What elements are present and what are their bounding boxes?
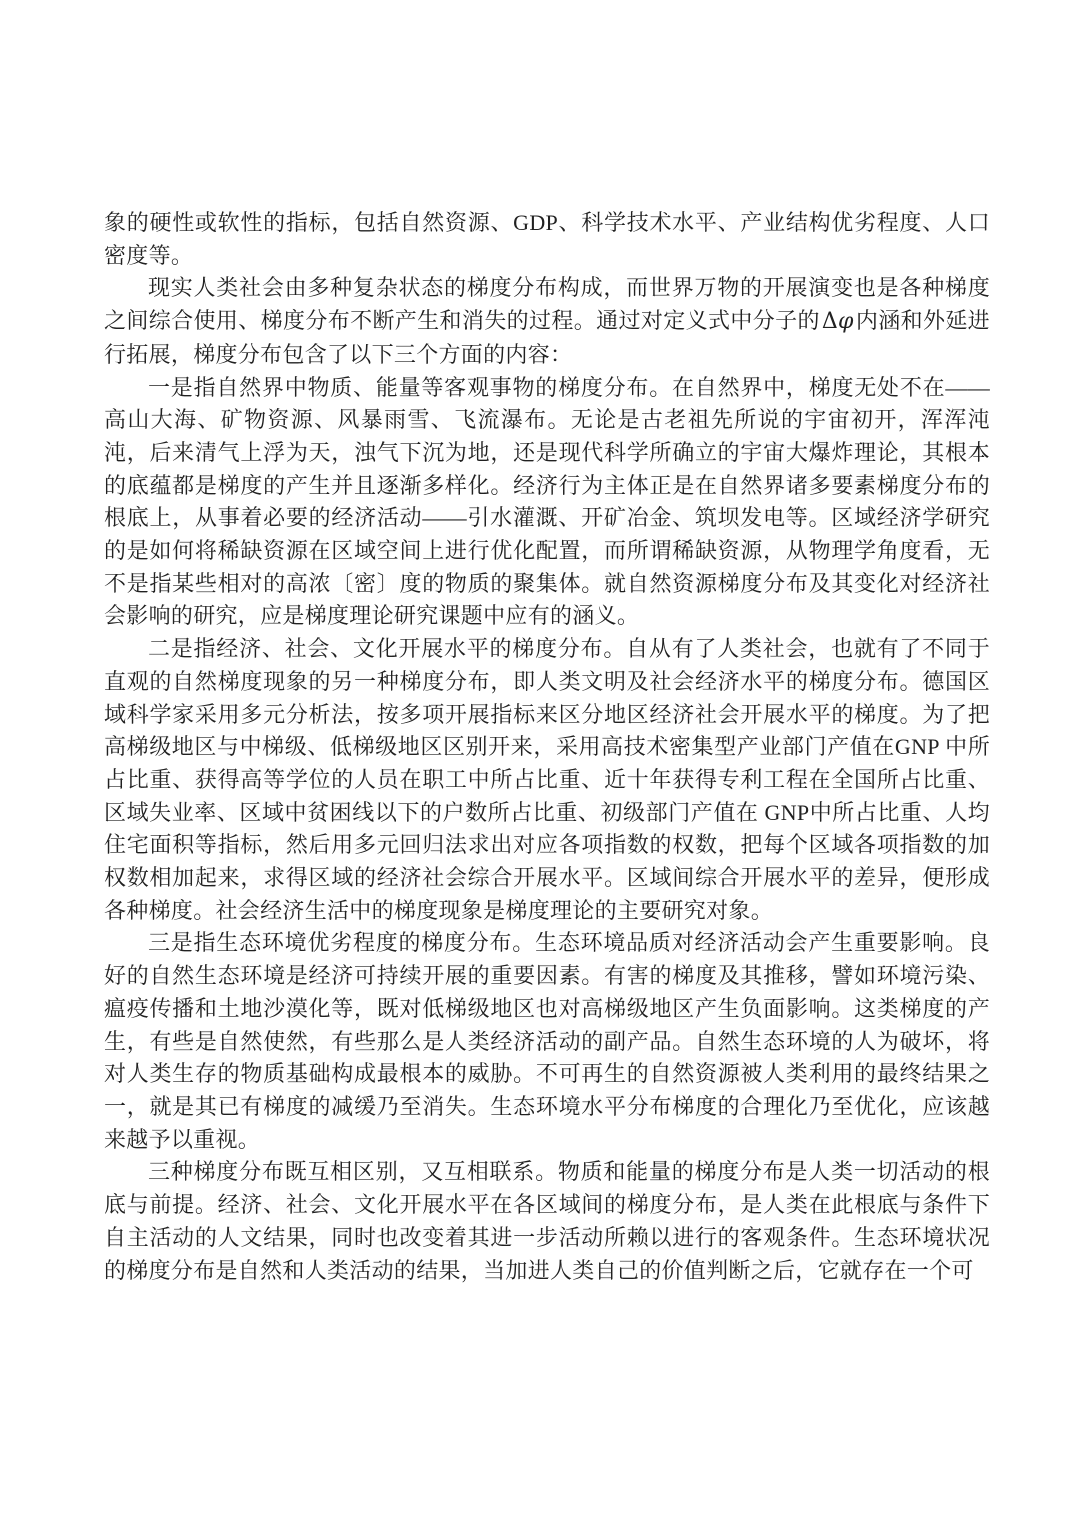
paragraph: 二是指经济、社会、文化开展水平的梯度分布。自从有了人类社会，也就有了不同于直观的自然梯度现象的另一种梯度分布，即人类文明及社会经济水平的梯度分布。德国区域科学家采用多元分析法，按多项开展指标来区分地区经济社会开展水平的梯度。为了把高梯级地区与中梯级、低梯级地区区别开来，采用高技术密集型产业部门产值在GNP 中所占比重、获得高等学位的人员在职工中所占比重、近十年获得专利工程在全国所占比重、区域失业率、区域中贫困线以下的户数所占比重、初级部门产值在 GNP中所占比重、人均住宅面积等指标，然后用多元回归法求出对应各项指数的权数，把每个区域各项指数的加权数相加起来，求得区域的经济社会综合开展水平。区域间综合开展水平的差异，便形成各种梯度。社会经济生活中的梯度现象是梯度理论的主要研究对象。 [104,636,990,923]
document-text-block [104,207,990,1287]
delta-phi-formula: Δφ [821,309,854,335]
paragraph: 象的硬性或软性的指标，包括自然资源、GDP、科学技术水平、产业结构优劣程度、人口密度等。 [104,210,990,268]
paragraph: 三是指生态环境优劣程度的梯度分布。生态环境品质对经济活动会产生重要影响。良好的自然生态环境是经济可持续开展的重要因素。有害的梯度及其推移，譬如环境污染、瘟疫传播和土地沙漠化等，既对低梯级地区也对高梯级地区产生负面影响。这类梯度的产生，有些是自然使然，有些那么是人类经济活动的副产品。自然生态环境的人为破坏，将对人类生存的物质基础构成最根本的威胁。不可再生的自然资源被人类利用的最终结果之一，就是其已有梯度的减缓乃至消失。生态环境水平分布梯度的合理化乃至优化，应该越来越予以重视。 [104,930,990,1152]
paragraph: 三种梯度分布既互相区别，又互相联系。物质和能量的梯度分布是人类一切活动的根底与前提。经济、社会、文化开展水平在各区域间的梯度分布，是人类在此根底与条件下自主活动的人文结果，同时也改变着其进一步活动所赖以进行的客观条件。生态环境状况的梯度分布是自然和人类活动的结果，当加进人类自己的价值判断之后，它就存在一个可 [104,1159,990,1283]
paragraph: 一是指自然界中物质、能量等客观事物的梯度分布。在自然界中，梯度无处不在——高山大海、矿物资源、风暴雨雪、飞流瀑布。无论是古老祖先所说的宇宙初开，浑浑沌沌，后来清气上浮为天，浊气下沉为地，还是现代科学所确立的宇宙大爆炸理论，其根本的底蕴都是梯度的产生并且逐渐多样化。经济行为主体正是在自然界诸多要素梯度分布的根底上，从事着必要的经济活动——引水灌溉、开矿冶金、筑坝发电等。区域经济学研究的是如何将稀缺资源在区域空间上进行优化配置，而所谓稀缺资源，从物理学角度看，无不是指某些相对的高浓〔密〕度的物质的聚集体。就自然资源梯度分布及其变化对经济社会影响的研究，应是梯度理论研究课题中应有的涵义。 [104,374,990,629]
paragraph: 现实人类社会由多种复杂状态的梯度分布构成，而世界万物的开展演变也是各种梯度之间综合使用、梯度分布不断产生和消失的过程。通过对定义式中分子的Δφ内涵和外延进行拓展，梯度分布包含了以下三个方面的内容： [104,275,990,367]
